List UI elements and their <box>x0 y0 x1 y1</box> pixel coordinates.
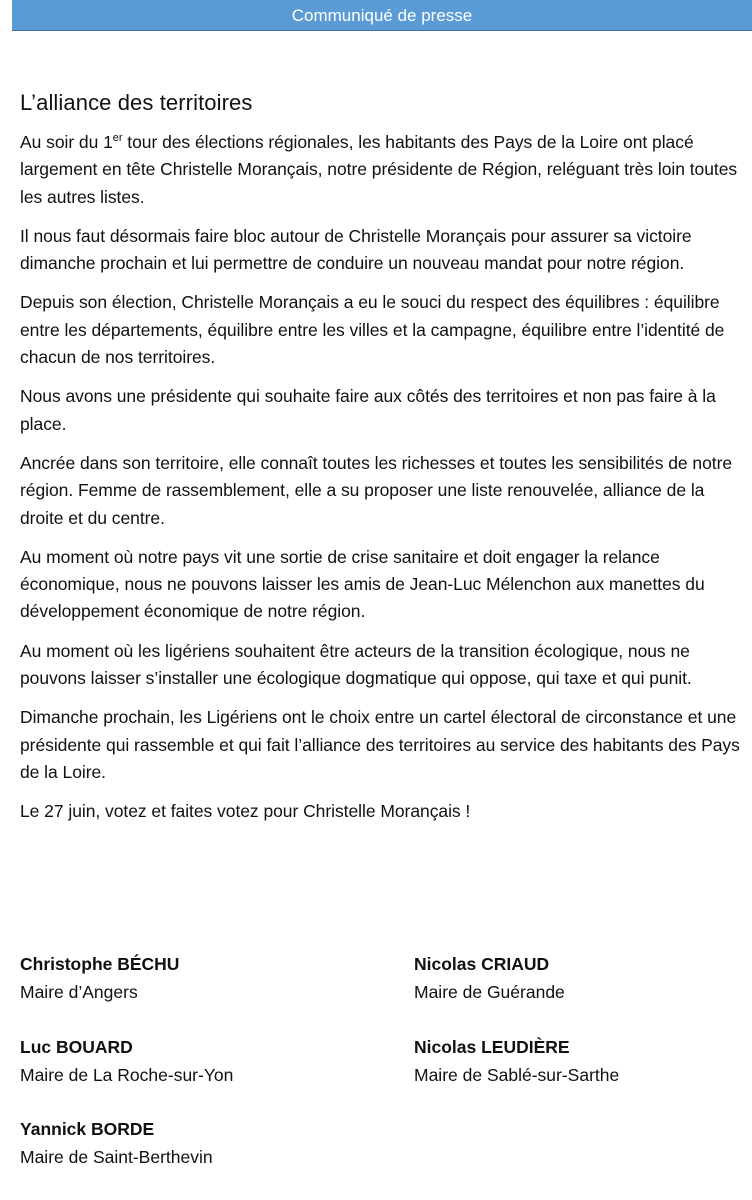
signature-borde <box>20 1115 360 1171</box>
signatory-name: Nicolas LEUDIÈRE <box>414 1037 570 1057</box>
paragraph-1-start: Au soir du 1 <box>20 132 113 152</box>
signatory-role: Maire de Sablé-sur-Sarthe <box>414 1065 620 1085</box>
paragraph-9: Le 27 juin, votez et faites votez pour Christelle Morançais ! <box>20 801 471 822</box>
paragraph-2: Il nous faut désormais faire bloc autour de Christelle Morançais pour assurer sa victoire dimanche prochain et lui permettre de conduire un nouveau mandat pour notre région. <box>20 225 692 274</box>
signature-criaud <box>414 950 752 1006</box>
ordinal-superscript: er <box>112 132 123 144</box>
press-release-body <box>20 88 740 838</box>
paragraph-8: Dimanche prochain, les Ligériens ont le choix entre un cartel électoral de circonstance et une présidente qui rassemble et qui fait l’alliance des territoires au service des habitants des Pays de la Loire. <box>20 707 740 782</box>
banner-label: Communiqué de presse <box>291 6 473 25</box>
paragraph-7: Au moment où les ligériens souhaitent être acteurs de la transition écologique, nous ne pouvons laisser s’installer une écologique dogmatique qui oppose, qui taxe et qui punit. <box>20 640 692 689</box>
paragraph-5: Ancrée dans son territoire, elle connaît toutes les richesses et toutes les sensibilités de notre région. Femme de rassemblement, elle a su proposer une liste renouvelée, alliance de la droite et du centre. <box>20 452 733 528</box>
signatory-name: Luc BOUARD <box>20 1037 133 1057</box>
paragraph-3: Depuis son élection, Christelle Morançais a eu le souci du respect des équilibres : équilibre entre les départements, équilibre entre les villes et la campagne, équilibre entre l’identité de chacun de nos territoires. <box>20 292 725 368</box>
paragraph-4: Nous avons une présidente qui souhaite faire aux côtés des territoires et non pas faire à la place. <box>20 386 716 434</box>
document-title: L’alliance des territoires <box>20 90 253 115</box>
signatory-role: Maire de Saint-Berthevin <box>20 1147 213 1167</box>
signature-leudiere <box>414 1033 752 1089</box>
signatory-role: Maire de La Roche-sur-Yon <box>20 1065 234 1085</box>
signatory-role: Maire d’Angers <box>20 982 138 1002</box>
paragraph-1 <box>20 129 740 211</box>
paragraph-1-end: tour des élections régionales, les habitants des Pays de la Loire ont placé largement en tête Christelle Morançais, notre présidente de Région, reléguant très loin toutes les autres listes. <box>20 132 738 207</box>
signature-bechu <box>20 950 360 1006</box>
signature-bouard <box>20 1033 360 1089</box>
signatory-name: Christophe BÉCHU <box>20 954 180 974</box>
signatory-name: Yannick BORDE <box>20 1119 155 1139</box>
signatory-name: Nicolas CRIAUD <box>414 954 550 974</box>
signatory-role: Maire de Guérande <box>414 982 565 1002</box>
press-release-banner <box>12 0 752 31</box>
paragraph-6: Au moment où notre pays vit une sortie de crise sanitaire et doit engager la relance économique, nous ne pouvons laisser les amis de Jean-Luc Mélenchon aux manettes du développement économique de notre région. <box>20 546 705 622</box>
